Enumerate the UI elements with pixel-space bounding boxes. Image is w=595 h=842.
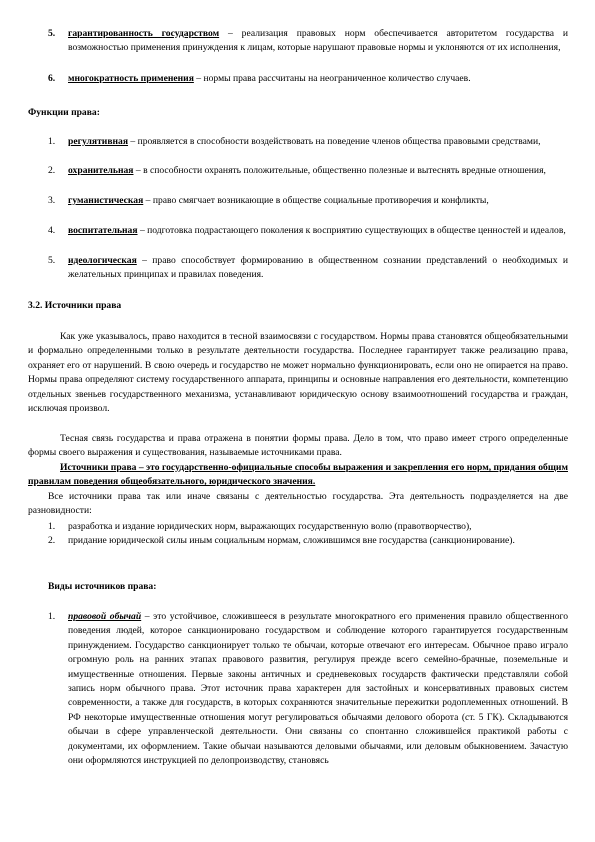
definition-paragraph: Источники права – это государственно-официальные способы выражения и закрепления его норм, придания общим правилам поведения общеобязательного, юридического значения. [28,462,568,488]
list-text: – в способности охранять положительные, общественно полезные и вытеснять вредные отношения, [133,165,546,176]
kinds-heading: Виды источников права: [48,581,157,592]
list-text: – реализация правовых норм обеспечивается авторитетом государства и возможностью применения принуждения к лицам, которые нарушают правовые нормы и уклоняются от их исполнения, [68,28,568,54]
list-item [48,164,568,178]
list-number: 6. [48,73,56,84]
list-item [48,610,568,768]
list-item [48,534,568,548]
term: правовой обычай [68,611,142,622]
term: многократность применения [68,73,194,84]
list-text: разработка и издание юридических норм, выражающих государственную волю (правотворчество), [68,521,472,532]
list-number: 1. [48,521,56,532]
list-number: 5. [48,255,56,266]
list-text: придание юридической силы иным социальным нормам, сложившимся вне государства (санкционирование). [68,535,515,546]
term: гарантированность государством [68,28,220,39]
list-text: – право смягчает возникающие в обществе социальные противоречия и конфликты, [143,195,489,206]
section-heading: 3.2. Источники права [28,300,122,311]
list-item [48,72,568,86]
paragraph: Все источники права так или иначе связаны с деятельностью государства. Эта деятельность подразделяется на две разновидности: [28,491,568,517]
list-text: – право способствует формированию в общественном сознании представлений о необходимых и желательных принципах и правилах поведения. [68,255,568,281]
term: идеологическая [68,255,137,266]
list-item [48,135,568,149]
list-text: – нормы права рассчитаны на неограниченное количество случаев. [193,73,471,84]
list-number: 2. [48,535,56,546]
list-item [48,194,568,208]
list-number: 5. [48,28,56,39]
list-item [48,520,568,534]
list-number: 4. [48,225,56,236]
term: охранительная [68,165,134,176]
paragraph: Тесная связь государства и права отражена в понятии формы права. Дело в том, что право имеет строго определенные формы своего выражения и существования, называемые источниками права. [28,433,568,459]
paragraph: Как уже указывалось, право находится в тесной взаимосвязи с государством. Нормы права становятся общеобязательными и формально определенными только в результате деятельности государства. Последнее гарантирует также реализацию права, охраняет его от нарушений. В свою очередь и государство не может нормально функционировать, если оно не опирается на право. Нормы права определяют систему государственного аппарата, принципы и основные направления его деятельности, компетенцию отдельных звеньев государственного механизма, устанавливают юридическую основу взаимоотношений государства и граждан, исключая произвол. [28,331,568,415]
list-number: 3. [48,195,56,206]
list-number: 1. [48,136,56,147]
functions-heading: Функции права: [28,107,100,118]
list-number: 2. [48,165,56,176]
list-number: 1. [48,611,56,622]
term: гуманистическая [68,195,144,206]
term: воспитательная [68,225,138,236]
list-item [48,27,568,56]
list-text: – это устойчивое, сложившееся в результате многократного его применения правило общественного поведения людей, которое санкционировано государством и соблюдение которого гарантируется государственным принуждением. Государство санкционирует только те обычаи, которые отвечают его интересам. Обычное право играло огромную роль на ранних этапах правового развития, регулируя прежде всего семейно-брачные, поземельные и имущественные отношения. Первые законы античных и средневековых государств фактически представляли собой запись норм обычного права. Этот источник права характерен для застойных и консервативных правовых систем современности, а также для государств, в которых сохраняются значительные пережитки родоплеменных отношений. В РФ некоторые имущественные отношения могут регулироваться обычаями делового оборота (ст. 5 ГК). Складываются обычаи в сфере управленческой деятельности. Они связаны со спонтанно сложившейся практикой работы с документами, их оформлением. Такие обычаи называются деловыми обычаями, или деловым обыкновением. Зачастую они оформляются инструкцией по делопроизводству, становясь [68,611,568,767]
term: регулятивная [68,136,129,147]
list-item [48,224,568,238]
list-text: – подготовка подрастающего поколения к восприятию существующих в обществе ценностей и идеалов, [137,225,566,236]
list-item [48,254,568,283]
list-text: – проявляется в способности воздействовать на поведение членов общества правовыми средствами, [128,136,541,147]
